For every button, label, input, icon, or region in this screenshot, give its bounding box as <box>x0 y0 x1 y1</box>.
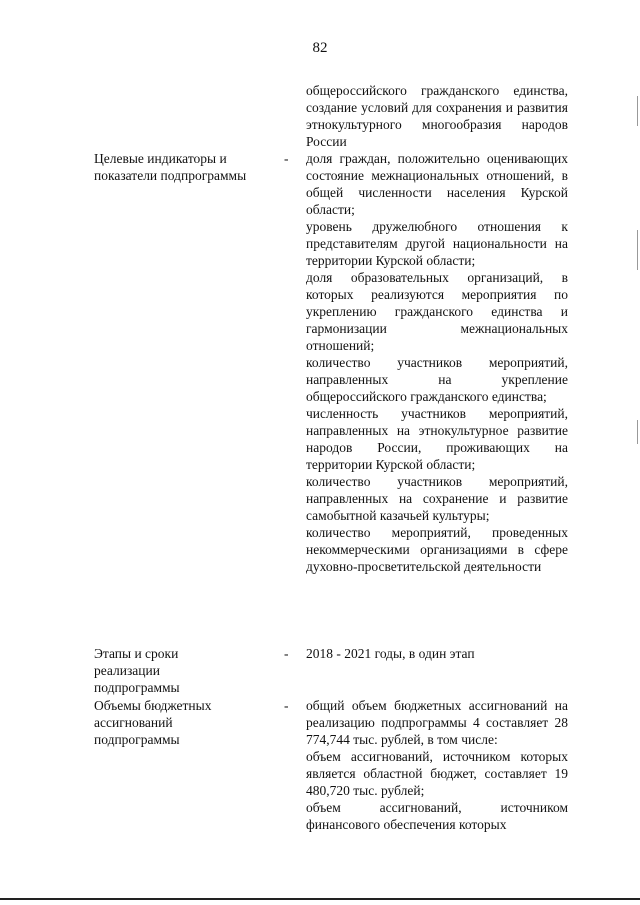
intro-text-block <box>306 82 568 150</box>
scan-edge-mark <box>637 96 638 126</box>
scan-edge-mark <box>637 230 638 270</box>
budget-item: объем ассигнований, источником финансового обеспечения которых <box>306 800 568 832</box>
indicator-item: количество мероприятий, проведенных некоммерческими организациями в сфере духовно-просветительской деятельности <box>306 525 568 574</box>
stages-dash: - <box>284 646 289 661</box>
budget-item: объем ассигнований, источником которых является областной бюджет, составляет 19 480,720 тыс. рублей; <box>306 749 568 798</box>
indicator-item: количество участников мероприятий, направленных на укрепление общероссийского гражданского единства; <box>306 355 568 404</box>
indicator-item: количество участников мероприятий, направленных на сохранение и развитие самобытной казачьей культуры; <box>306 474 568 523</box>
indicator-item: численность участников мероприятий, направленных на этнокультурное развитие народов России, проживающих на территории Курской области; <box>306 406 568 472</box>
stages-text: 2018 - 2021 годы, в один этап <box>306 646 475 661</box>
stages-text-block <box>306 645 568 662</box>
budget-dash: - <box>284 698 289 713</box>
target-indicators-label: Целевые индикаторы и показатели подпрограммы <box>94 151 247 183</box>
target-indicators-list <box>306 150 568 575</box>
budget-item: общий объем бюджетных ассигнований на реализацию подпрограммы 4 составляет 28 774,744 тыс. рублей, в том числе: <box>306 698 568 747</box>
scan-edge-mark <box>637 420 638 444</box>
stages-label: Этапы и сроки реализации подпрограммы <box>94 646 180 695</box>
target-indicators-dash: - <box>284 151 289 166</box>
scan-bottom-rule <box>0 898 640 900</box>
indicator-item: доля граждан, положительно оценивающих состояние межнациональных отношений, в общей численности населения Курской области; <box>306 151 568 217</box>
intro-paragraph: общероссийского гражданского единства, создание условий для сохранения и развития этнокультурного многообразия народов России <box>306 83 568 149</box>
budget-list <box>306 697 568 833</box>
indicator-item: доля образовательных организаций, в которых реализуются мероприятия по укреплению гражданского единства и гармонизации межнациональных отношений; <box>306 270 568 353</box>
budget-label: Объемы бюджетных ассигнований подпрограммы <box>94 698 212 747</box>
indicator-item: уровень дружелюбного отношения к представителям другой национальности на территории Курской области; <box>306 219 568 268</box>
page-number: 82 <box>312 40 328 56</box>
